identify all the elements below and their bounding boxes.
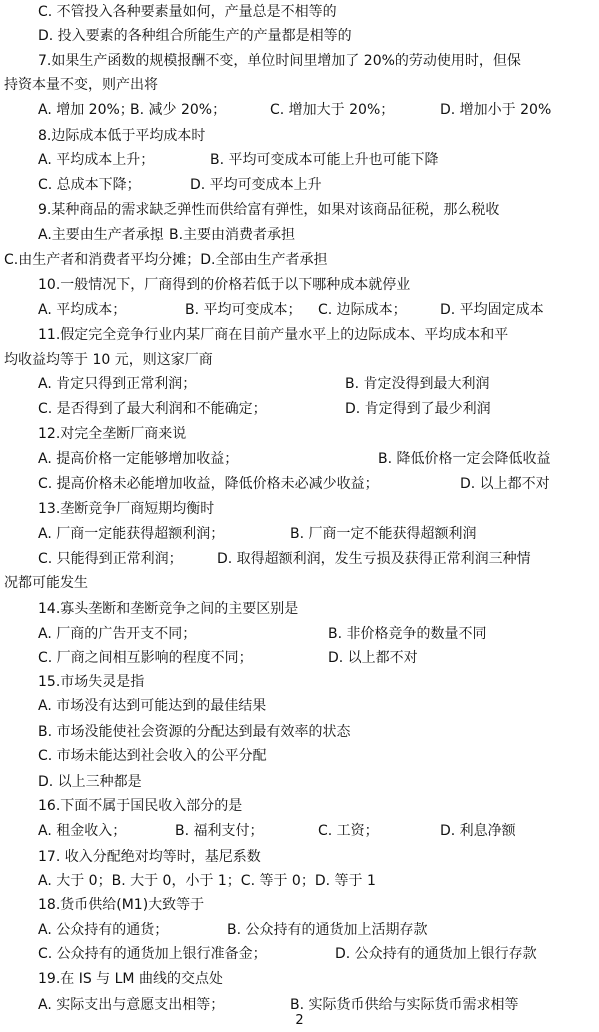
text-segment: 持资本量不变，则产出将 [4,77,158,93]
text-line [0,893,599,917]
text-line [0,198,599,222]
text-line [0,323,599,347]
text-line [0,422,599,446]
text-segment: C. 增加大于 20%； [270,102,395,118]
text-segment: 均收益均等于 10 元，则这家厂商 [4,352,213,368]
text-segment: 17. 收入分配绝对均等时，基尼系数 [38,849,261,865]
text-line [0,273,599,297]
text-line [0,770,599,794]
text-segment: A.主要由生产者承担 [38,227,164,243]
text-line [0,497,599,521]
text-segment: C. 市场未能达到社会收入的公平分配 [38,748,267,764]
text-line [0,472,599,496]
text-segment: A. 平均成本上升； [38,152,155,168]
text-line [0,646,599,670]
text-segment: 况都可能发生 [4,575,88,591]
text-line [0,24,599,48]
text-line [0,571,599,595]
text-line [0,819,599,843]
text-segment: ；B.主要由消费者承担 [155,227,296,243]
text-line [0,845,599,869]
text-segment: B. 公众持有的通货加上活期存款 [227,922,428,938]
text-segment: C.由生产者和消费者平均分摊；D.全部由生产者承担 [4,252,328,268]
text-segment: D. 以上都不对 [328,650,418,666]
text-line [0,397,599,421]
text-segment: A. 大于 0；B. 大于 0，小于 1；C. 等于 0；D. 等于 1 [38,873,376,889]
text-segment: B. 平均可变成本； [185,302,302,318]
text-segment: B. 实际货币供给与实际货币需求相等 [290,997,519,1013]
text-line [0,522,599,546]
text-segment: C. 提高价格未必能增加收益，降低价格未必减少收益； [38,476,379,492]
text-segment: B. 市场没能使社会资源的分配达到最有效率的状态 [38,724,351,740]
text-line [0,622,599,646]
text-segment: D. 以上三种都是 [38,774,142,790]
text-line [0,173,599,197]
text-segment: A. 厂商一定能获得超额利润； [38,526,225,542]
text-segment: A. 平均成本； [38,302,127,318]
text-segment: B. 厂商一定不能获得超额利润 [290,526,477,542]
text-segment: A. 肯定只得到正常利润； [38,376,197,392]
text-segment: D. 投入要素的各种组合所能生产的产量都是相等的 [38,28,352,44]
text-segment: 12.对完全垄断厂商来说 [38,426,187,442]
text-segment: A. 实际支出与意愿支出相等； [38,997,225,1013]
text-segment: C. 边际成本； [318,302,407,318]
text-segment: C. 不管投入各种要素量如何，产量总是不相等的 [38,4,337,20]
text-segment: B. 平均可变成本可能上升也可能下降 [210,152,439,168]
text-line [0,744,599,768]
text-segment: 11.假定完全竞争行业内某厂商在目前产量水平上的边际成本、平均成本和平 [38,327,509,343]
text-segment: B. 减少 20%； [130,102,227,118]
text-line [0,124,599,148]
text-segment: 14.寡头垄断和垄断竞争之间的主要区别是 [38,601,299,617]
text-segment: B. 福利支付； [175,823,264,839]
text-line [0,0,599,24]
text-segment: 16.下面不属于国民收入部分的是 [38,798,243,814]
text-line [0,967,599,991]
text-segment: 10.一般情况下，厂商得到的价格若低于以下哪种成本就停业 [38,277,411,293]
page-number: 2 [295,1013,304,1028]
text-segment: C. 总成本下降； [38,177,141,193]
text-segment: D. 增加小于 20% [440,102,552,118]
text-segment: A. 厂商的广告开支不同； [38,626,197,642]
text-segment: A. 市场没有达到可能达到的最佳结果 [38,698,267,714]
text-line [0,223,599,247]
text-line [0,348,599,372]
text-line [0,547,599,571]
text-segment: 19.在 IS 与 LM 曲线的交点处 [38,971,223,987]
text-line [0,720,599,744]
text-line [0,73,599,97]
text-segment: 7.如果生产函数的规模报酬不变，单位时间里增加了 20%的劳动使用时，但保 [38,53,521,69]
text-segment: C. 只能得到正常利润； [38,551,183,567]
text-line [0,869,599,893]
text-segment: B. 降低价格一定会降低收益 [378,451,551,467]
text-segment: B. 非价格竞争的数量不同 [328,626,487,642]
text-segment: C. 公众持有的通货加上银行准备金； [38,946,267,962]
text-segment: C. 是否得到了最大利润和不能确定； [38,401,267,417]
text-segment: 9.某种商品的需求缺乏弹性而供给富有弹性，如果对该商品征税，那么税收 [38,202,500,218]
text-segment: 15.市场失灵是指 [38,674,145,690]
text-segment: A. 租金收入； [38,823,127,839]
text-line [0,942,599,966]
text-segment: 13.垄断竞争厂商短期均衡时 [38,501,215,517]
text-line [0,694,599,718]
text-line [0,670,599,694]
text-segment: D. 取得超额利润，发生亏损及获得正常利润三种情 [217,551,531,567]
text-segment: D. 以上都不对 [460,476,550,492]
text-segment: C. 工资； [318,823,379,839]
text-line [0,148,599,172]
text-segment: A. 公众持有的通货； [38,922,169,938]
text-line [0,49,599,73]
text-line [0,794,599,818]
text-line [0,447,599,471]
text-segment: D. 公众持有的通货加上银行存款 [335,946,537,962]
text-segment: C. 厂商之间相互影响的程度不同； [38,650,253,666]
text-segment: B. 肯定没得到最大利润 [345,376,490,392]
text-line [0,918,599,942]
text-line [0,597,599,621]
text-line [0,372,599,396]
text-line [0,298,599,322]
text-segment: D. 平均固定成本 [440,302,544,318]
text-line [0,98,599,122]
text-segment: D. 肯定得到了最少利润 [345,401,491,417]
text-segment: A. 提高价格一定能够增加收益； [38,451,239,467]
text-segment: D. 平均可变成本上升 [190,177,322,193]
text-segment: A. 增加 20%； [38,102,134,118]
text-line [0,248,599,272]
text-segment: D. 利息净额 [440,823,516,839]
text-segment: 18.货币供给(M1)大致等于 [38,897,205,913]
text-segment: 8.边际成本低于平均成本时 [38,128,206,144]
